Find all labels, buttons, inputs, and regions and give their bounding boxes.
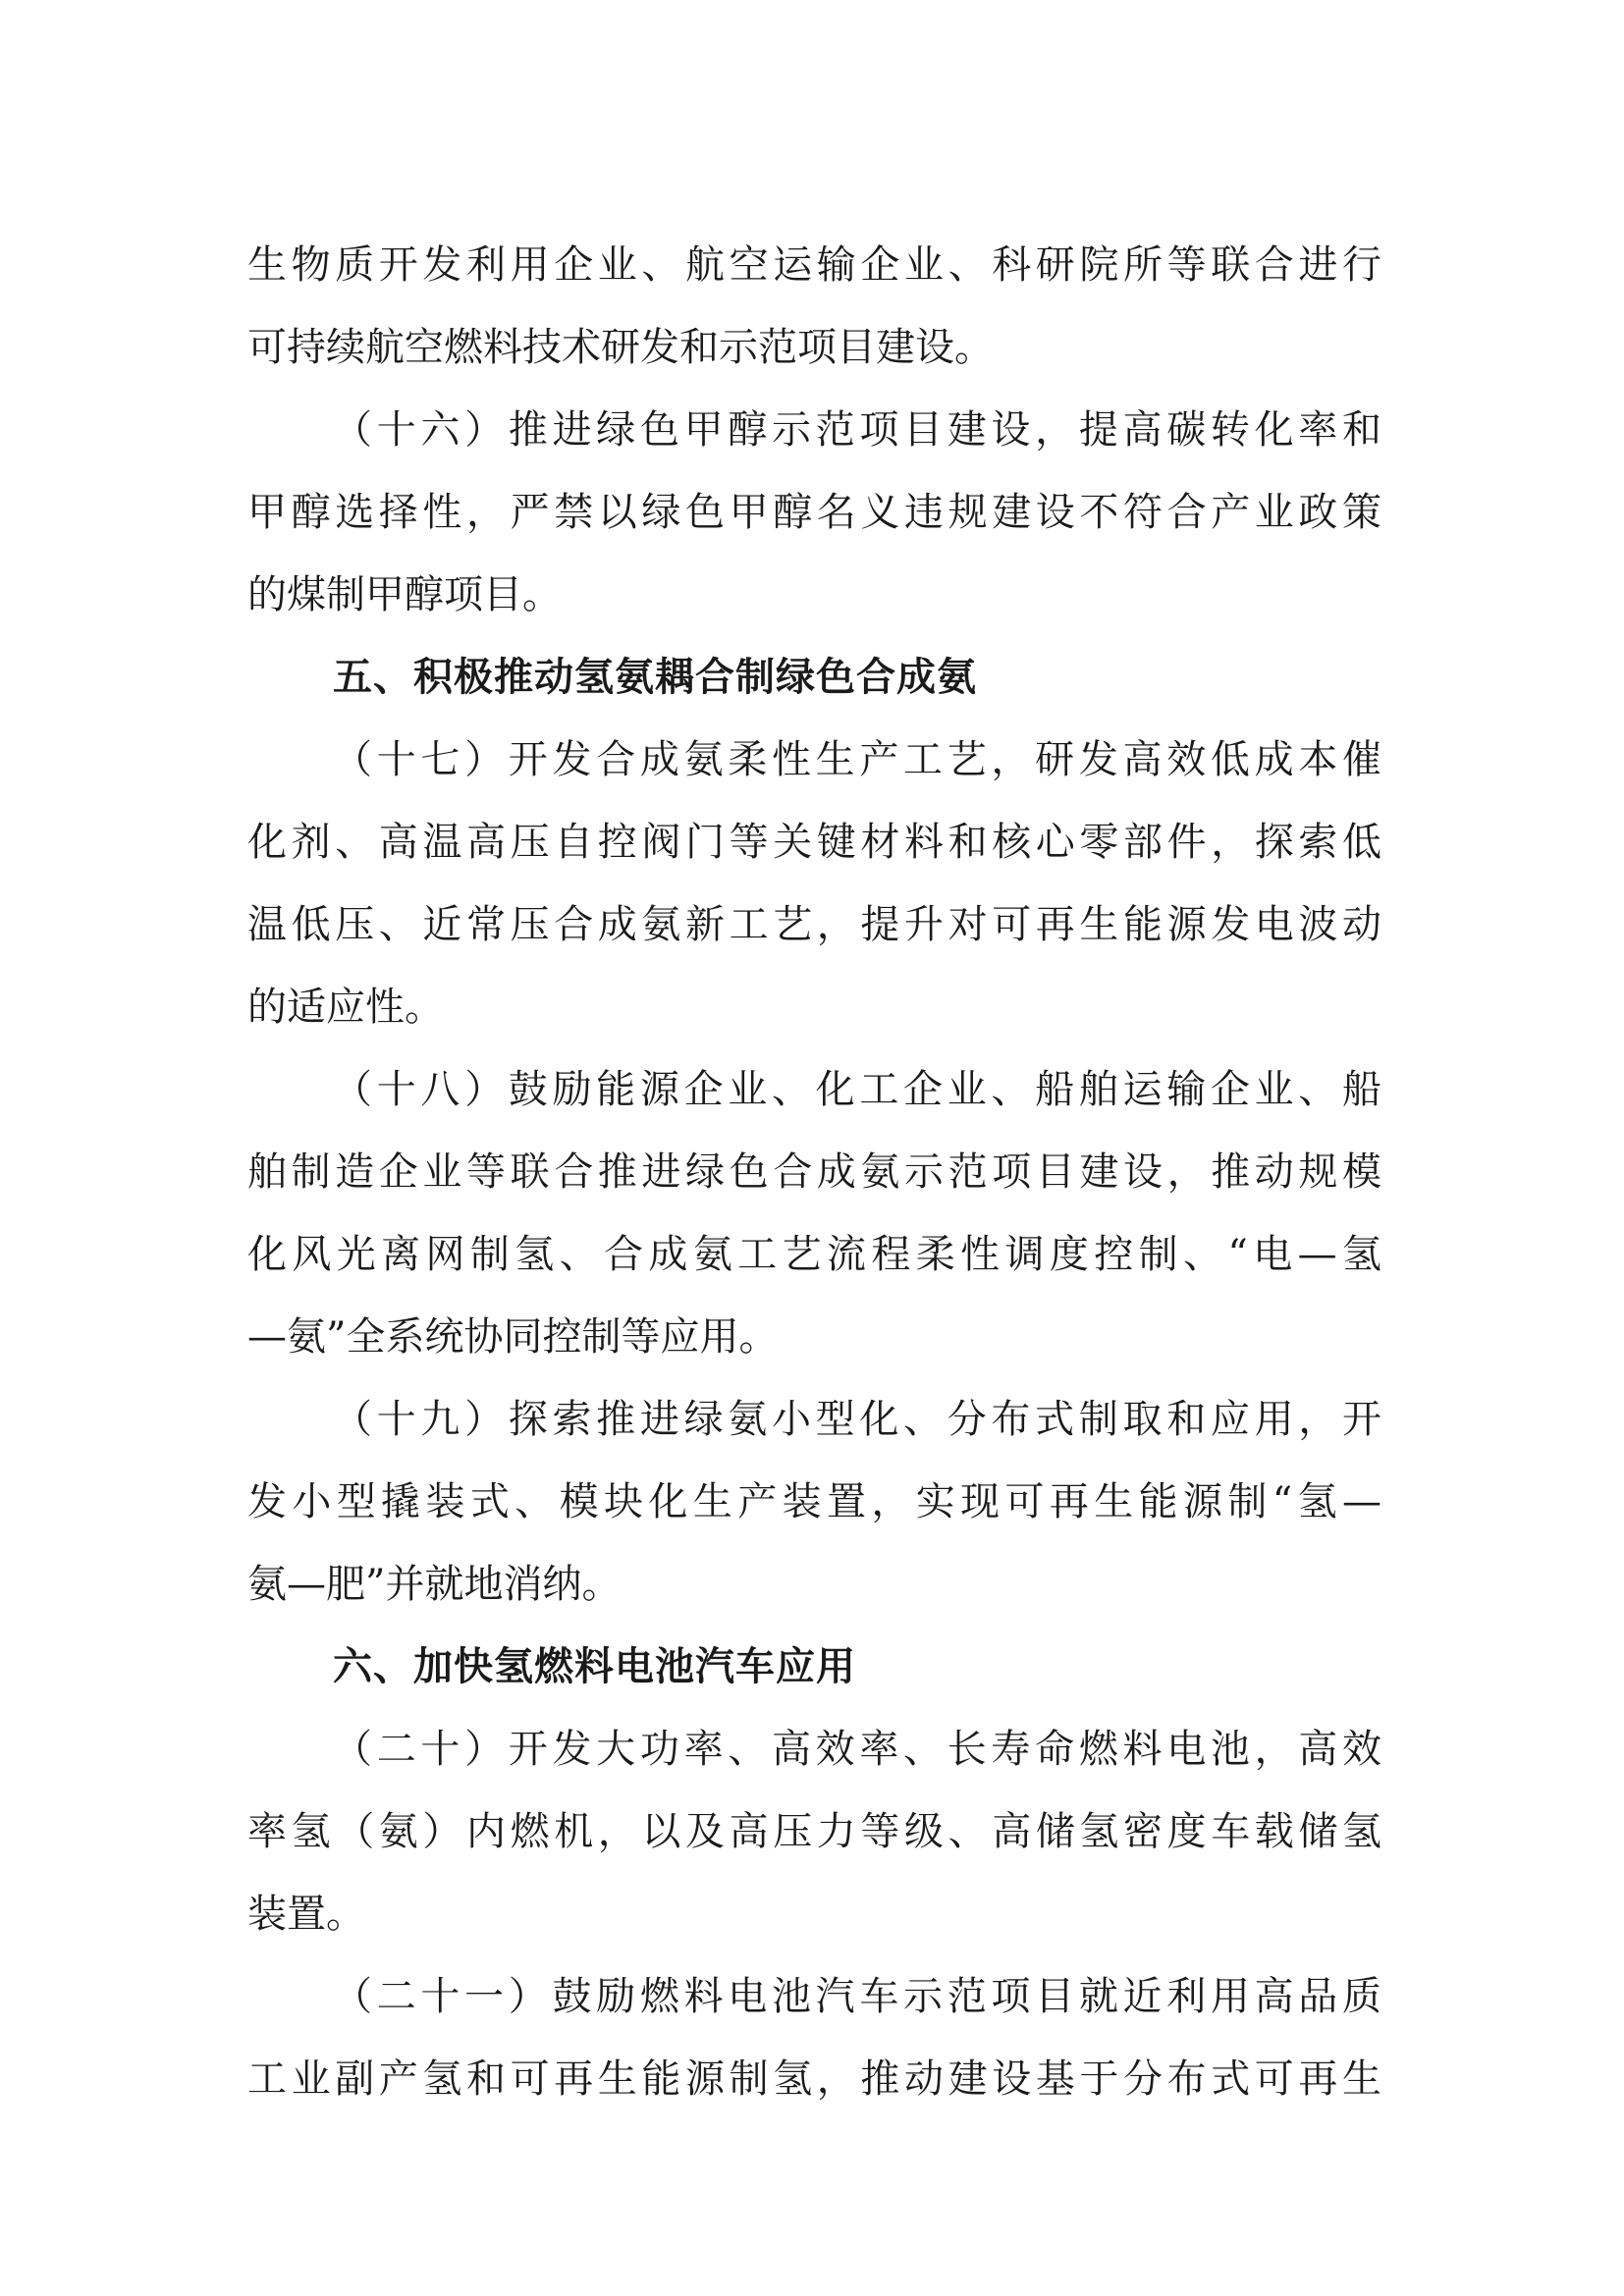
text-line: 率氢（氨）内燃机，以及高压力等级、高储氢密度车载储氢: [247, 1809, 1381, 1854]
text-line: 甲醇选择性，严禁以绿色甲醇名义违规建设不符合产业政策: [247, 490, 1381, 535]
text-line: 装置。: [247, 1892, 365, 1937]
paragraph-start-line: （十六）推进绿色甲醇示范项目建设，提高碳转化率和: [333, 407, 1381, 453]
text-line: 化剂、高温高压自控阀门等关键材料和核心零部件，探索低: [247, 820, 1381, 865]
text-line: 可持续航空燃料技术研发和示范项目建设。: [247, 325, 994, 370]
text-line: 温低压、近常压合成氨新工艺，提升对可再生能源发电波动: [247, 902, 1381, 947]
section-heading: 五、积极推动氢氨耦合制绿色合成氨: [333, 655, 977, 700]
paragraph-start-line: （十八）鼓励能源企业、化工企业、船舶运输企业、船: [333, 1067, 1381, 1112]
text-line: —氨”全系统协同控制等应用。: [247, 1314, 779, 1360]
text-line: 化风光离网制氢、合成氨工艺流程柔性调度控制、“电—氢: [247, 1232, 1381, 1277]
paragraph-start-line: （十九）探索推进绿氨小型化、分布式制取和应用，开: [333, 1397, 1381, 1442]
text-line: 舶制造企业等联合推进绿色合成氨示范项目建设，推动规模: [247, 1149, 1381, 1195]
text-line: 生物质开发利用企业、航空运输企业、科研院所等联合进行: [247, 242, 1381, 288]
text-line: 发小型撬装式、模块化生产装置，实现可再生能源制“氢—: [247, 1479, 1381, 1524]
text-line: 的煤制甲醇项目。: [247, 572, 562, 617]
paragraph-start-line: （十七）开发合成氨柔性生产工艺，研发高效低成本催: [333, 737, 1381, 782]
section-heading: 六、加快氢燃料电池汽车应用: [333, 1644, 856, 1689]
text-line: 的适应性。: [247, 985, 444, 1030]
text-line: 工业副产氢和可再生能源制氢，推动建设基于分布式可再生: [247, 2056, 1381, 2102]
paragraph-start-line: （二十）开发大功率、高效率、长寿命燃料电池，高效: [333, 1727, 1381, 1772]
paragraph-start-line: （二十一）鼓励燃料电池汽车示范项目就近利用高品质: [333, 1974, 1381, 2019]
text-line: 氨—肥”并就地消纳。: [247, 1562, 622, 1607]
